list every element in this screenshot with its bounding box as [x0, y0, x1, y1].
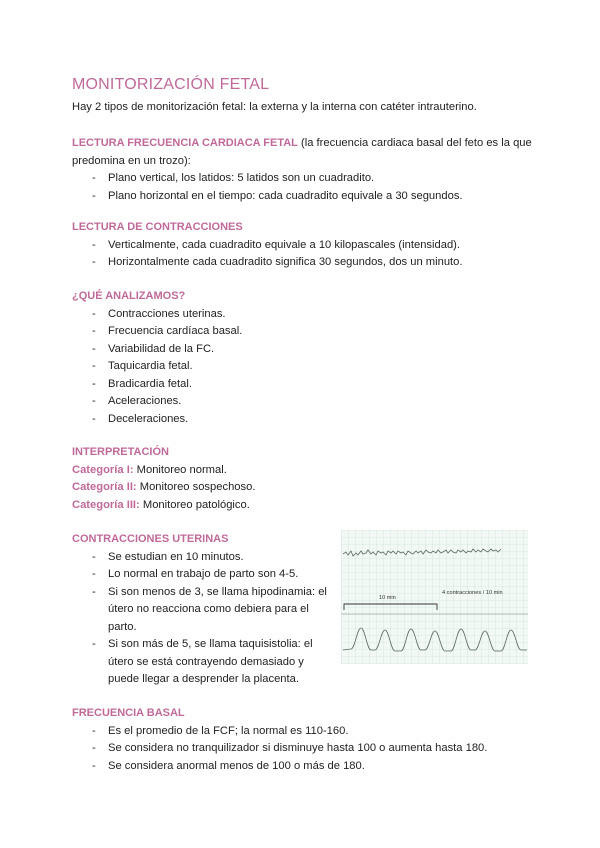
category-text: Monitoreo patológico.	[139, 498, 250, 511]
analizamos-list	[72, 306, 532, 429]
section-heading-interpretacion: INTERPRETACIÓN	[72, 446, 169, 458]
fcf-list	[72, 170, 532, 205]
category-text: Monitoreo sospechoso.	[136, 481, 256, 493]
list-item: - Taquicardia fetal.	[72, 358, 532, 376]
list-item: - Frecuencia cardíaca basal.	[72, 323, 532, 341]
list-item: - Verticalmente, cada cuadradito equivale a 10 kilopascales (intensidad).	[72, 237, 532, 255]
list-item: - Variabilidad de la FC.	[72, 341, 532, 359]
list-item: - Si son menos de 3, se llama hipodinamia: el útero no reacciona como debiera para el parto.	[72, 584, 327, 637]
label-10min: 10 min	[379, 595, 396, 601]
fcf-description: (la frecuencia cardiaca basal del feto es la que predomina en un trozo):	[72, 137, 532, 167]
category-line	[72, 497, 532, 515]
section-heading-basal: FRECUENCIA BASAL	[72, 707, 185, 719]
list-item: - Contracciones uterinas.	[72, 306, 532, 324]
list-item: - Horizontalmente cada cuadradito significa 30 segundos, dos un minuto.	[72, 254, 532, 272]
section-heading-contracciones: LECTURA DE CONTRACCIONES	[72, 221, 243, 233]
category-text: Monitoreo normal.	[133, 463, 227, 476]
list-item: - Se considera no tranquilizador si disminuye hasta 100 o aumenta hasta 180.	[72, 740, 532, 758]
category-line	[72, 479, 532, 497]
list-item: - Si son más de 5, se llama taquisistolia: el útero se está contrayendo demasiado y puede llegar a desprender la placenta.	[72, 636, 327, 689]
list-item: - Plano vertical, los latidos: 5 latidos son un cuadradito.	[72, 170, 532, 188]
list-item: - Deceleraciones.	[72, 411, 532, 429]
section-heading-uterinas: CONTRACCIONES UTERINAS	[72, 533, 229, 545]
list-item: - Se considera anormal menos de 100 o más de 180.	[72, 758, 532, 776]
list-item: - Plano horizontal en el tiempo: cada cuadradito equivale a 30 segundos.	[72, 188, 532, 206]
section-interpretacion	[72, 444, 532, 514]
basal-list	[72, 723, 532, 776]
category-label: Categoría III:	[72, 498, 140, 511]
category-label: Categoría I:	[72, 463, 134, 476]
category-line	[72, 462, 532, 480]
section-contracciones	[72, 219, 532, 272]
section-analizamos	[72, 288, 532, 428]
list-item: - Es el promedio de la FCF; la normal es 110-160.	[72, 723, 532, 741]
uterinas-list	[72, 549, 327, 689]
section-heading-fcf: LECTURA FRECUENCIA CARDIACA FETAL	[72, 137, 298, 149]
category-label: Categoría II:	[72, 481, 137, 493]
list-item: - Bradicardia fetal.	[72, 376, 532, 394]
section-fcf	[72, 134, 532, 205]
contracciones-list	[72, 237, 532, 272]
label-contracciones: 4 contracciones / 10 min	[442, 590, 503, 596]
section-basal	[72, 705, 532, 775]
ctg-figure	[341, 530, 528, 664]
list-item: - Se estudian en 10 minutos.	[72, 549, 327, 567]
intro-text: Hay 2 tipos de monitorización fetal: la externa y la interna con catéter intrauterino.	[72, 101, 477, 113]
section-heading-analizamos: ¿QUÉ ANALIZAMOS?	[72, 290, 186, 302]
page-title: MONITORIZACIÓN FETAL	[72, 76, 270, 93]
list-item: - Lo normal en trabajo de parto son 4-5.	[72, 566, 327, 584]
list-item: - Aceleraciones.	[72, 393, 532, 411]
